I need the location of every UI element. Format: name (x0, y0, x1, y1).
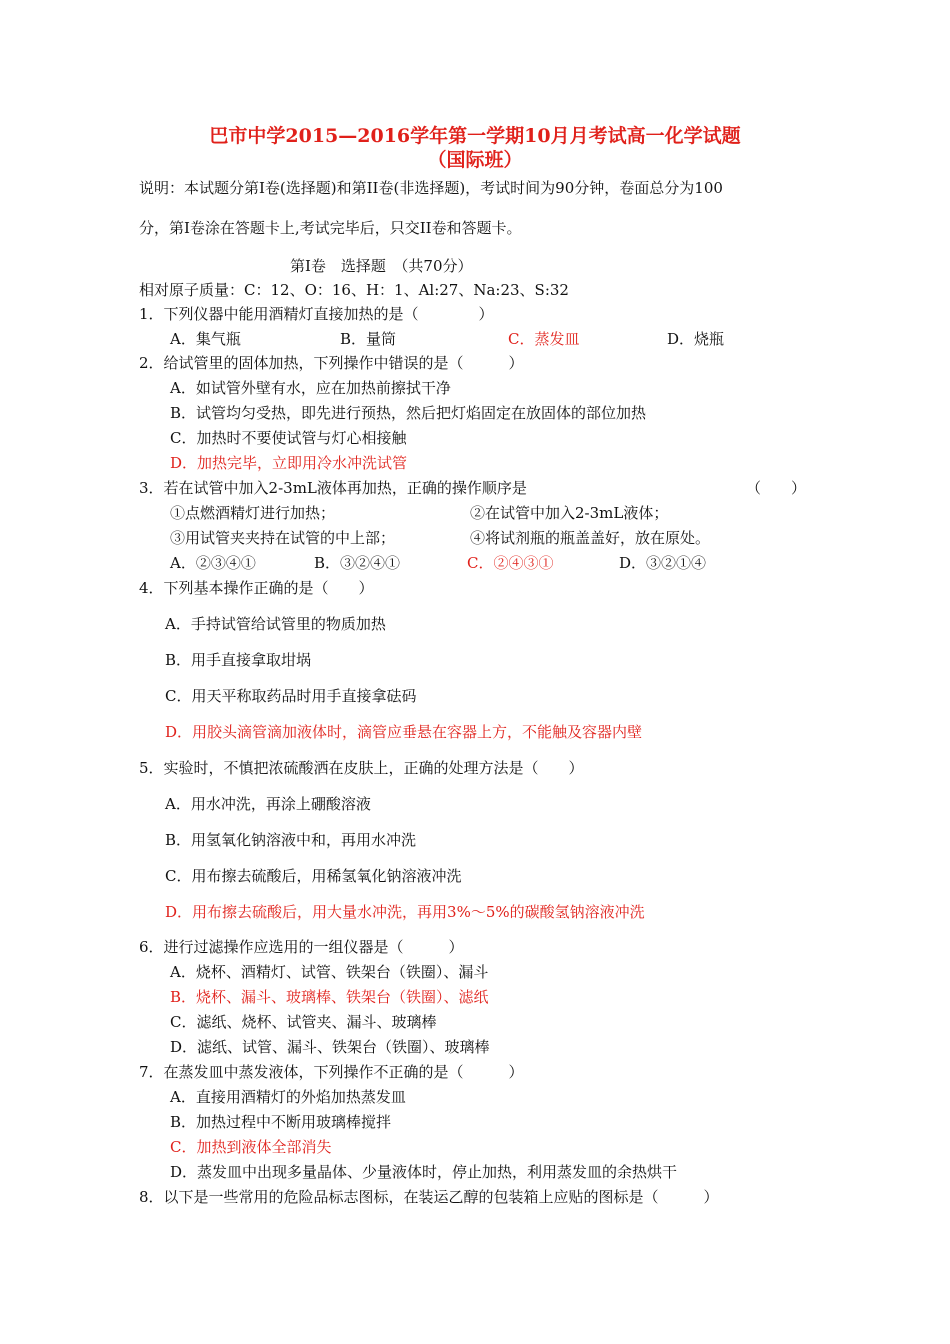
q3-option-a: A．②③④① (170, 554, 256, 572)
q3-step-1: ①点燃酒精灯进行加热； (170, 504, 336, 522)
q5-option-a: A．用水冲洗，再涂上硼酸溶液 (165, 795, 371, 813)
q3-stem: 3．若在试管中加入2-3mL液体再加热，正确的操作顺序是 (139, 479, 527, 497)
q4-option-a: A．手持试管给试管里的物质加热 (165, 615, 386, 633)
q1-option-c: C．蒸发皿 (508, 330, 580, 348)
instructions-line-1: 说明：本试题分第Ⅰ卷(选择题)和第II卷(非选择题)，考试时间为90分钟，卷面总分为100 (139, 179, 723, 197)
q5-option-c: C．用布擦去硫酸后，用稀氢氧化钠溶液冲洗 (165, 867, 462, 885)
q6-option-c: C．滤纸、烧杯、试管夹、漏斗、玻璃棒 (170, 1013, 437, 1031)
q6-option-d: D．滤纸、试管、漏斗、铁架台（铁圈）、玻璃棒 (170, 1038, 490, 1056)
q2-option-c: C．加热时不要使试管与灯心相接触 (170, 429, 407, 447)
instructions-line-2: 分，第Ⅰ卷涂在答题卡上,考试完毕后，只交II卷和答题卡。 (139, 219, 522, 237)
exam-subtitle: （国际班） (427, 149, 523, 171)
q2-option-b: B．试管均匀受热，即先进行预热，然后把灯焰固定在放固体的部位加热 (170, 404, 647, 422)
section-title: 第Ⅰ卷 选择题 （共70分） (290, 257, 473, 275)
q3-option-b: B．③②④① (314, 554, 401, 572)
q7-stem: 7．在蒸发皿中蒸发液体，下列操作不正确的是（ ） (139, 1063, 524, 1081)
atomic-masses: 相对原子质量：C：12、O：16、H：1、Al:27、Na:23、S:32 (139, 281, 569, 299)
q4-option-b: B．用手直接拿取坩埚 (165, 651, 312, 669)
q3-step-2: ②在试管中加入2-3mL液体； (470, 504, 669, 522)
q6-option-a: A．烧杯、酒精灯、试管、铁架台（铁圈）、漏斗 (170, 963, 489, 981)
q1-stem: 1．下列仪器中能用酒精灯直接加热的是（ ） (139, 305, 494, 323)
q3-answer-paren: （ ） (746, 479, 807, 497)
q7-option-d: D．蒸发皿中出现多量晶体、少量液体时，停止加热，利用蒸发皿的余热烘干 (170, 1163, 678, 1181)
q1-option-d: D．烧瓶 (667, 330, 725, 348)
q1-option-b: B．量筒 (340, 330, 397, 348)
q2-stem: 2．给试管里的固体加热，下列操作中错误的是（ ） (139, 354, 524, 372)
q5-option-b: B．用氢氧化钠溶液中和，再用水冲洗 (165, 831, 417, 849)
q7-option-b: B．加热过程中不断用玻璃棒搅拌 (170, 1113, 392, 1131)
q3-option-d: D．③②①④ (619, 554, 707, 572)
q5-stem: 5．实验时，不慎把浓硫酸洒在皮肤上，正确的处理方法是（ ） (139, 759, 584, 777)
exam-title: 巴市中学2015—2016学年第一学期10月月考试高一化学试题 (209, 125, 741, 147)
q5-option-d: D．用布擦去硫酸后，用大量水冲洗，再用3%～5%的碳酸氢钠溶液冲洗 (165, 903, 645, 921)
q2-option-d: D．加热完毕，立即用冷水冲洗试管 (170, 454, 408, 472)
q3-step-4: ④将试剂瓶的瓶盖盖好，放在原处。 (470, 529, 711, 547)
q4-stem: 4．下列基本操作正确的是（ ） (139, 579, 374, 597)
q7-option-c: C．加热到液体全部消失 (170, 1138, 332, 1156)
q1-option-a: A．集气瓶 (170, 330, 241, 348)
q6-option-b: B．烧杯、漏斗、玻璃棒、铁架台（铁圈）、滤纸 (170, 988, 489, 1006)
q4-option-c: C．用天平称取药品时用手直接拿砝码 (165, 687, 417, 705)
q8-stem: 8．以下是一些常用的危险品标志图标，在装运乙醇的包装箱上应贴的图标是（ ） (139, 1188, 719, 1206)
q4-option-d: D．用胶头滴管滴加液体时，滴管应垂悬在容器上方，不能触及容器内壁 (165, 723, 643, 741)
q7-option-a: A．直接用酒精灯的外焰加热蒸发皿 (170, 1088, 406, 1106)
q6-stem: 6．进行过滤操作应选用的一组仪器是（ ） (139, 938, 464, 956)
q2-option-a: A．如试管外壁有水，应在加热前擦拭干净 (170, 379, 451, 397)
q3-option-c: C．②④③① (467, 554, 554, 572)
q3-step-3: ③用试管夹夹持在试管的中上部； (170, 529, 396, 547)
